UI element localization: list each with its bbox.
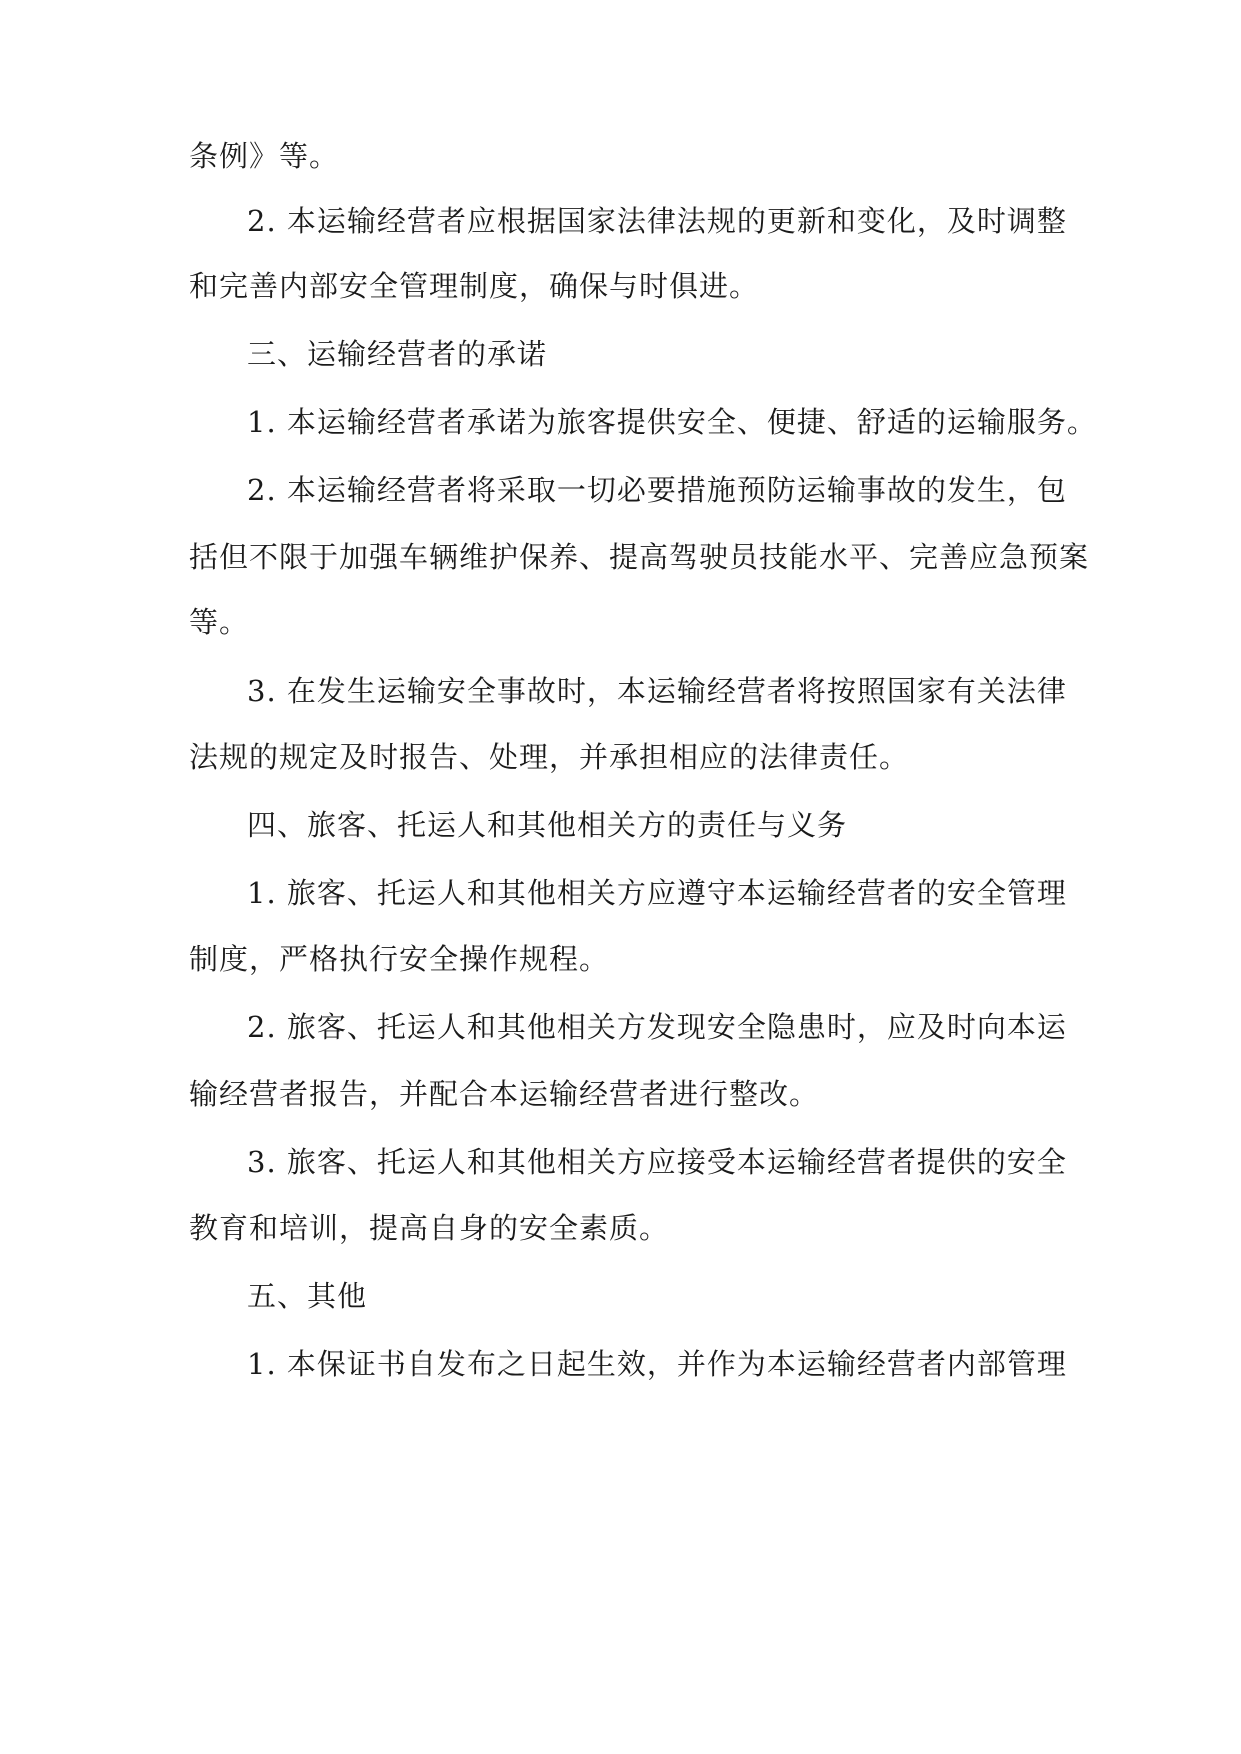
section-heading: 五、其他: [247, 1279, 368, 1313]
text-line: 和完善内部安全管理制度，确保与时俱进。: [189, 269, 760, 303]
text-line: 条例》等。: [189, 139, 340, 173]
text-line: 括但不限于加强车辆维护保养、提高驾驶员技能水平、完善应急预案: [189, 540, 1090, 574]
text-line: 制度，严格执行安全操作规程。: [189, 942, 610, 976]
section-heading: 三、运输经营者的承诺: [247, 337, 548, 371]
text-line: 输经营者报告，并配合本运输经营者进行整改。: [189, 1077, 820, 1111]
text-line: 1. 本运输经营者承诺为旅客提供安全、便捷、舒适的运输服务。: [247, 405, 1097, 439]
text-line: 2. 旅客、托运人和其他相关方发现安全隐患时，应及时向本运: [247, 1010, 1067, 1044]
text-line: 2. 本运输经营者将采取一切必要措施预防运输事故的发生，包: [247, 473, 1067, 507]
text-line: 法规的规定及时报告、处理，并承担相应的法律责任。: [189, 740, 910, 774]
text-line: 1. 旅客、托运人和其他相关方应遵守本运输经营者的安全管理: [247, 876, 1067, 910]
section-heading: 四、旅客、托运人和其他相关方的责任与义务: [247, 808, 848, 842]
text-line: 等。: [189, 605, 250, 639]
text-line: 3. 旅客、托运人和其他相关方应接受本运输经营者提供的安全: [247, 1145, 1067, 1179]
text-line: 1. 本保证书自发布之日起生效，并作为本运输经营者内部管理: [247, 1347, 1067, 1381]
text-line: 2. 本运输经营者应根据国家法律法规的更新和变化，及时调整: [247, 204, 1067, 238]
text-line: 3. 在发生运输安全事故时，本运输经营者将按照国家有关法律: [247, 674, 1067, 708]
text-line: 教育和培训，提高自身的安全素质。: [189, 1211, 670, 1245]
